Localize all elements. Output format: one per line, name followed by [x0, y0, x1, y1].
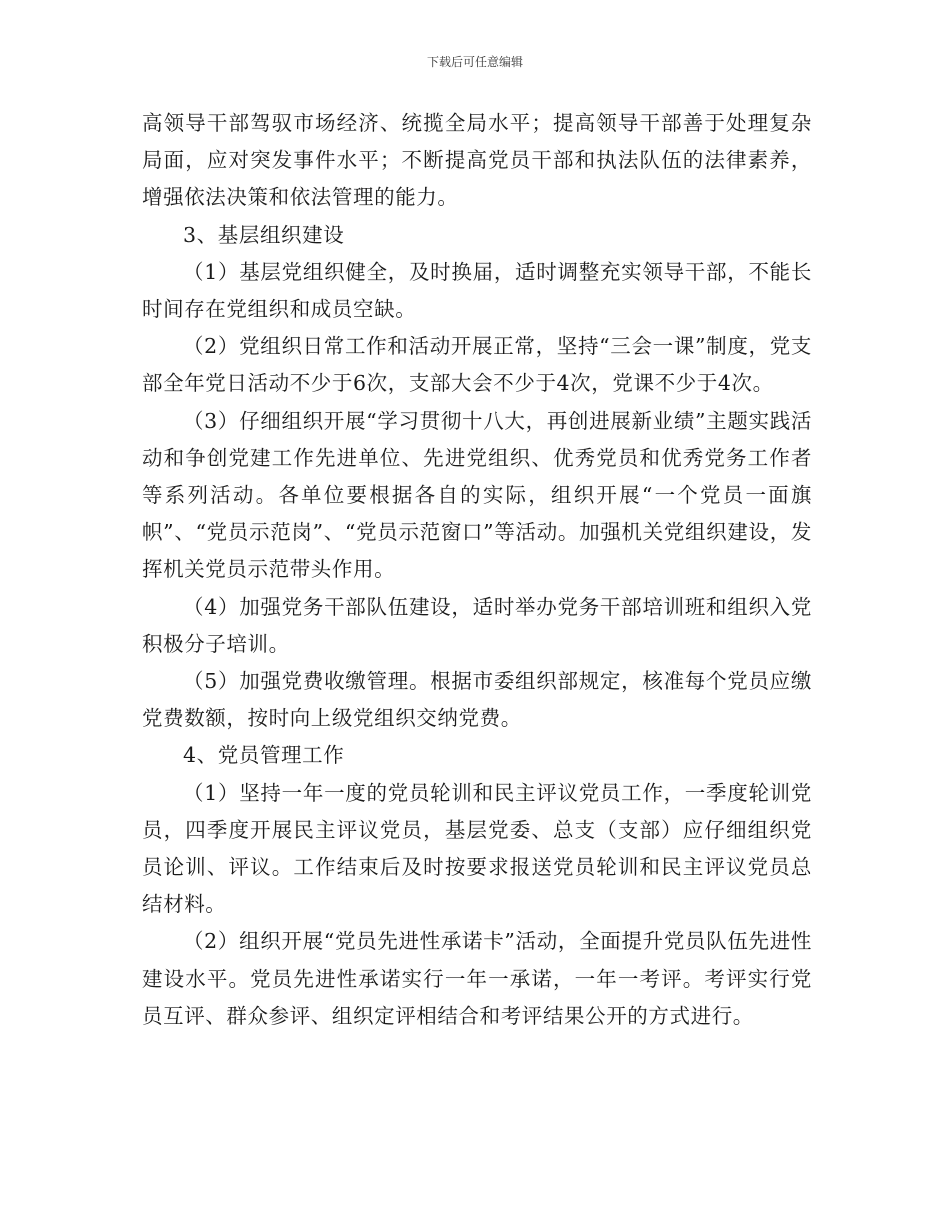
paragraph-item-1b: （1）坚持一年一度的党员轮训和民主评议党员工作，一季度轮训党员，四季度开展民主评议党员，基层党委、总支（支部）应仔细组织党员论训、评议。工作结束后及时按要求报送党员轮训和民主评议党员总结材料。 — [142, 780, 812, 917]
paragraph-intro: 高领导干部驾驭市场经济、统揽全局水平；提高领导干部善于处理复杂局面，应对突发事件水平；不断提高党员干部和执法队伍的法律素养，增强依法决策和依法管理的能力。 — [142, 111, 812, 210]
paragraph-item-3: （3）仔细组织开展“学习贯彻十八大，再创进展新业绩”主题实践活动和争创党建工作先进单位、先进党组织、优秀党员和优秀党务工作者等系列活动。各单位要根据各自的实际，组织开展“一个党员一面旗帜”、“党员示范岗”、“党员示范窗口”等活动。加强机关党组织建设，发挥机关党员示范带头作用。 — [142, 408, 812, 582]
paragraph-item-1: （1）基层党组织健全，及时换届，适时调整充实领导干部，不能长时间存在党组织和成员空缺。 — [142, 259, 812, 322]
paragraph-item-2: （2）党组织日常工作和活动开展正常，坚持“三会一课”制度，党支部全年党日活动不少于6次，支部大会不少于4次，党课不少于4次。 — [142, 334, 812, 396]
paragraph-item-4: （4）加强党务干部队伍建设，适时举办党务干部培训班和组织入党积极分子培训。 — [142, 594, 812, 656]
paragraph-item-2b: （2）组织开展“党员先进性承诺卡”活动，全面提升党员队伍先进性建设水平。党员先进性承诺实行一年一承诺，一年一考评。考评实行党员互评、群众参评、组织定评相结合和考评结果公开的方式进行。 — [142, 929, 812, 1028]
document-body — [142, 105, 812, 1035]
section-heading-grassroots: 3、基层组织建设 — [183, 222, 345, 247]
page-header: 下载后可任意编辑 — [426, 55, 523, 69]
paragraph-item-5: （5）加强党费收缴管理。根据市委组织部规定，核准每个党员应缴党费数额，按时向上级党组织交纳党费。 — [142, 669, 812, 731]
section-heading-member-management: 4、党员管理工作 — [183, 743, 345, 768]
